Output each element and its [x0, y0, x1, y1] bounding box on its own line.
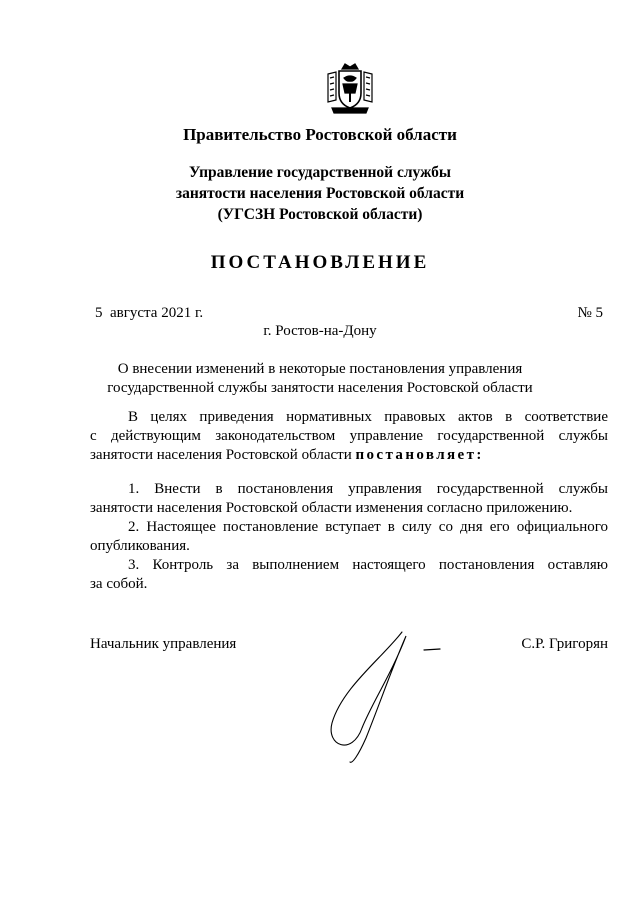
document-date: 5 августа 2021 г.: [95, 305, 204, 321]
signer-title: Начальник управления: [90, 636, 237, 652]
preamble-line: [90, 446, 608, 465]
document-type-title: ПОСТАНОВЛЕНИЕ: [210, 252, 430, 273]
subject-line: О внесении изменений в некоторые постановления управления: [117, 361, 523, 377]
department-line: Управление государственной службы: [189, 164, 451, 181]
department-name: [0, 162, 640, 225]
item-1-line: занятости населения Ростовской области изменения согласно приложению.: [90, 500, 573, 516]
preamble-line: В целях приведения нормативных правовых актов в соответствие: [128, 409, 608, 425]
document-subject: [0, 360, 640, 398]
department-line: занятости населения Ростовской области: [175, 185, 465, 202]
department-line: (УГСЗН Ростовской области): [217, 206, 423, 223]
item-2-line: опубликования.: [90, 538, 190, 554]
item-3-line: 3. Контроль за выполнением настоящего постановления оставляю: [128, 557, 608, 573]
item-1-line: 1. Внести в постановления управления государственной службы: [128, 481, 608, 497]
preamble-text: занятости населения Ростовской области: [90, 447, 356, 463]
coat-of-arms-icon: [322, 60, 378, 116]
signer-name: С.Р. Григорян: [521, 636, 608, 652]
document-number: № 5: [577, 305, 603, 321]
document-city: г. Ростов-на-Дону: [263, 323, 377, 339]
resolution-items: [90, 480, 608, 594]
resolves-word: постановляет:: [355, 447, 484, 463]
handwritten-signature: [322, 628, 452, 768]
government-title: Правительство Ростовской области: [183, 125, 457, 144]
item-2-line: 2. Настоящее постановление вступает в силу со дня его официального: [128, 519, 608, 535]
preamble-paragraph: [90, 408, 608, 465]
subject-line: государственной службы занятости населения Ростовской области: [107, 380, 533, 396]
preamble-line: с действующим законодательством управление государственной службы: [90, 428, 608, 444]
item-3-line: за собой.: [90, 576, 148, 592]
